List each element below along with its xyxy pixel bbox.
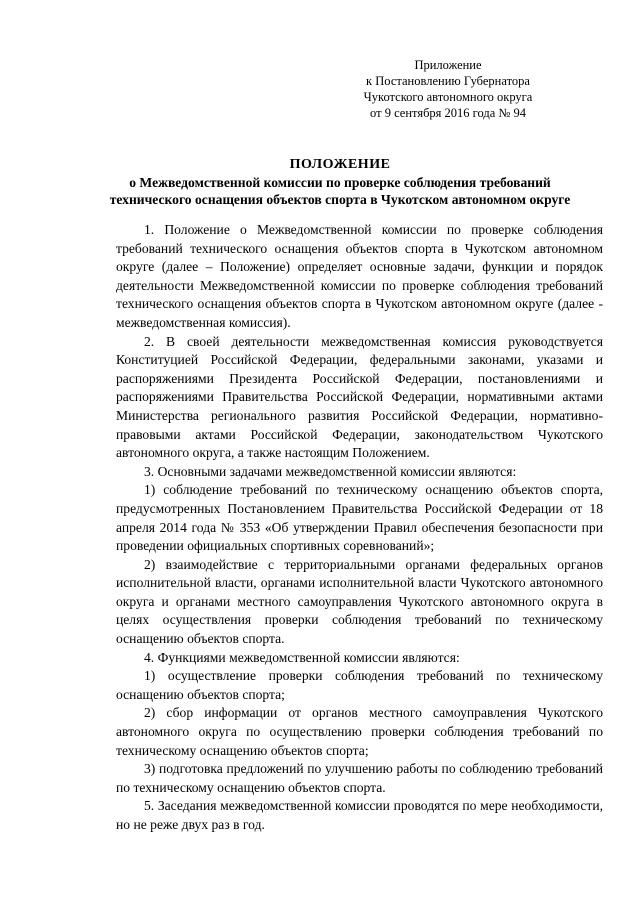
paragraph-4-item-3: 3) подготовка предложений по улучшению работы по соблюдению требований по техническому оснащению объектов спорта.	[116, 761, 603, 795]
paragraph-1: 1. Положение о Межведомственной комиссии по проверке соблюдения требований технического оснащения объектов спорта в Чукотском автономном округе (далее – Положение) определяет основные задачи, функции и порядок деятельности Межведомственной комиссии по проверке соблюдения требований технического оснащения объектов спорта в Чукотском автономном округе (далее - межведомственная комиссия).	[116, 222, 603, 330]
paragraph-3-item-2: 2) взаимодействие с территориальными органами федеральных органов исполнительной власти, органами исполнительной власти Чукотского автономного округа и органами местного самоуправления Чукотского автономного округа в целях осуществления проверки соблюдения требований по техническому оснащению объектов спорта.	[116, 556, 603, 647]
paragraph-4-item-1: 1) осуществление проверки соблюдения требований по техническому оснащению объектов спорта;	[116, 668, 603, 702]
paragraph-2: 2. В своей деятельности межведомственная комиссия руководствуется Конституцией Российской Федерации, федеральными законами, указами и распоряжениями Президента Российской Федерации, постановлениями и распоряжениями Правительства Российской Федерации, нормативными актами Министерства регионального развития Российской Федерации, нормативно-правовыми актами Российской Федерации, законодательством Чукотского автономного округа, а также настоящим Положением.	[116, 333, 603, 461]
title-subject-line-2: технического оснащения объектов спорта в Чукотском автономном округе	[109, 192, 571, 207]
appendix-region: Чукотского автономного округа	[363, 90, 533, 104]
appendix-resolution-ref: к Постановлению Губернатора	[366, 74, 530, 88]
title-subject-line-1: о Межведомственной комиссии по проверке соблюдения требований	[129, 175, 551, 190]
appendix-label: Приложение	[414, 58, 482, 72]
paragraph-4: 4. Функциями межведомственной комиссии являются:	[144, 649, 460, 665]
paragraph-4-item-2: 2) сбор информации от органов местного самоуправления Чукотского автономного округа по осуществлению проверки соблюдения требований по техническому оснащению объектов спорта;	[116, 705, 603, 758]
paragraph-3: 3. Основными задачами межведомственной комиссии являются:	[144, 463, 517, 479]
document-body	[116, 221, 603, 835]
paragraph-5: 5. Заседания межведомственной комиссии проводятся по мере необходимости, но не реже двух раз в год.	[116, 798, 603, 832]
appendix-date-number: от 9 сентября 2016 года № 94	[370, 106, 526, 120]
document-title	[100, 156, 580, 208]
title-heading: ПОЛОЖЕНИЕ	[289, 157, 391, 172]
appendix-block	[328, 57, 568, 121]
paragraph-3-item-1: 1) соблюдение требований по техническому оснащению объектов спорта, предусмотренных Постановлением Правительства Российской Федерации от 18 апреля 2014 года № 353 «Об утверждении Правил обеспечения безопасности при проведении официальных спортивных соревнований»;	[116, 482, 603, 554]
